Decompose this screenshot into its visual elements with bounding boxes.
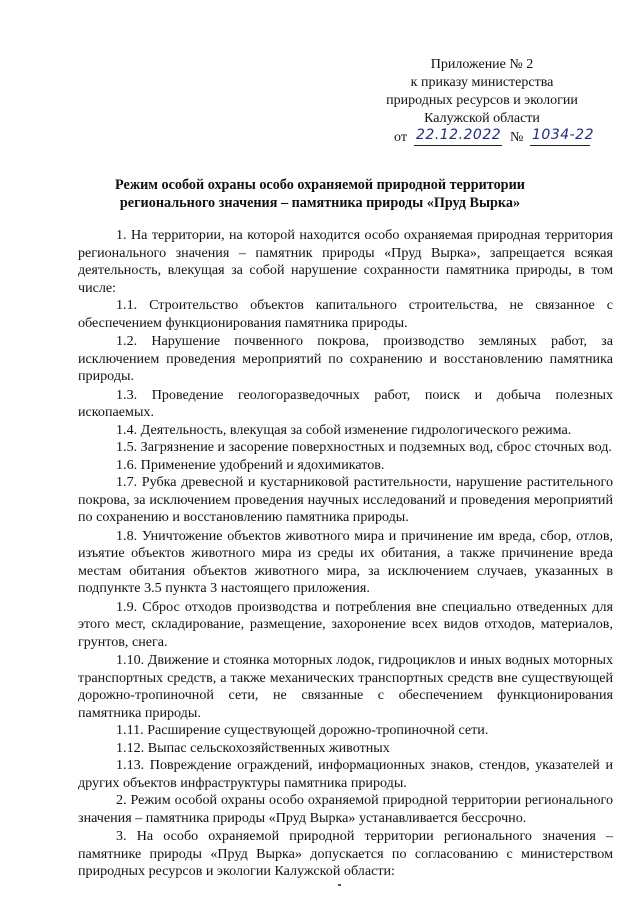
date-underline (414, 145, 502, 146)
document-body (78, 227, 613, 881)
paragraph-2: 2. Режим особой охраны особо охраняемой природной территории регионального значения – памятника природы «Пруд Вырка» устанавливается бессрочно. (78, 792, 613, 826)
appendix-number: Приложение № 2 (430, 57, 534, 72)
appendix-order-ref: к приказу министерства (410, 75, 554, 90)
paragraph-3: 3. На особо охраняемой природной территории регионального значения – памятнике природы «Пруд Вырка» допускается по согласованию с министерством природных ресурсов и экологии Калужской области: (78, 828, 613, 879)
appendix-ministry: природных ресурсов и экологии (386, 93, 578, 108)
paragraph-1-10: 1.10. Движение и стоянка моторных лодок, гидроциклов и иных водных моторных транспортных средств, а также механических транспортных средств вне существующей дорожно-тропиночной сети, не связанные с обеспечением функционирования памятника природы. (78, 652, 613, 721)
paragraph-1-9: 1.9. Сброс отходов производства и потребления вне специально отведенных для этого мест, складирование, размещение, захоронение всех видов отходов, материалов, грунтов, снега. (78, 598, 613, 650)
from-label: от (394, 130, 407, 145)
appendix-region: Калужской области (424, 111, 540, 126)
paragraph-1-4: 1.4. Деятельность, влекущая за собой изменение гидрологического режима. (116, 421, 572, 438)
appendix-header (372, 56, 592, 148)
document-title: Режим особой охраны особо охраняемой природной территории регионального значения – памятника природы «Пруд Вырка» (115, 177, 525, 211)
handwritten-date: 22.12.2022 (416, 127, 502, 143)
paragraph-1-5: 1.5. Загрязнение и засорение поверхностных и подземных вод, сброс сточных вод. (116, 439, 612, 455)
number-sign: № (510, 130, 524, 145)
paragraph-1-11: 1.11. Расширение существующей дорожно-тропиночной сети. (116, 722, 489, 738)
paragraph-1-3: 1.3. Проведение геологоразведочных работ, поиск и добыча полезных ископаемых. (78, 386, 613, 420)
handwritten-number: 1034-22 (532, 127, 594, 143)
paragraph-1-6: 1.6. Применение удобрений и ядохимикатов. (116, 456, 385, 473)
paragraph-1-12: 1.12. Выпас сельскохозяйственных животных (116, 739, 390, 756)
paragraph-1-13: 1.13. Повреждение ограждений, информационных знаков, стендов, указателей и других объектов инфраструктуры памятника природы. (78, 757, 613, 791)
number-underline (530, 145, 590, 146)
paragraph-1-2: 1.2. Нарушение почвенного покрова, производство земляных работ, за исключением проведения мероприятий по сохранению и восстановлению памятника природы. (78, 333, 613, 384)
paragraph-1-1: 1.1. Строительство объектов капитального строительства, не связанное с обеспечением функционирования памятника природы. (78, 297, 613, 331)
scan-artifact-dot (338, 884, 341, 886)
paragraph-1-7: 1.7. Рубка древесной и кустарниковой растительности, нарушение растительного покрова, за исключением проведения научных исследований и проведения мероприятий по сохранению и восстановлению памятника природы. (78, 474, 613, 525)
order-date-number-line (372, 128, 592, 148)
paragraph-1: 1. На территории, на которой находится особо охраняемая природная территория регионального значения – памятник природы «Пруд Вырка», запрещается всякая деятельность, влекущая за собой нарушение сохранности памятника природы, в том числе: (78, 227, 613, 296)
paragraph-1-8: 1.8. Уничтожение объектов животного мира и причинение им вреда, сбор, отлов, изъятие объектов животного мира из среды их обитания, а также причинение вреда местам обитания объектов животного мира, за исключением случаев, указанных в подпункте 3.5 пункта 3 настоящего приложения. (78, 527, 613, 596)
